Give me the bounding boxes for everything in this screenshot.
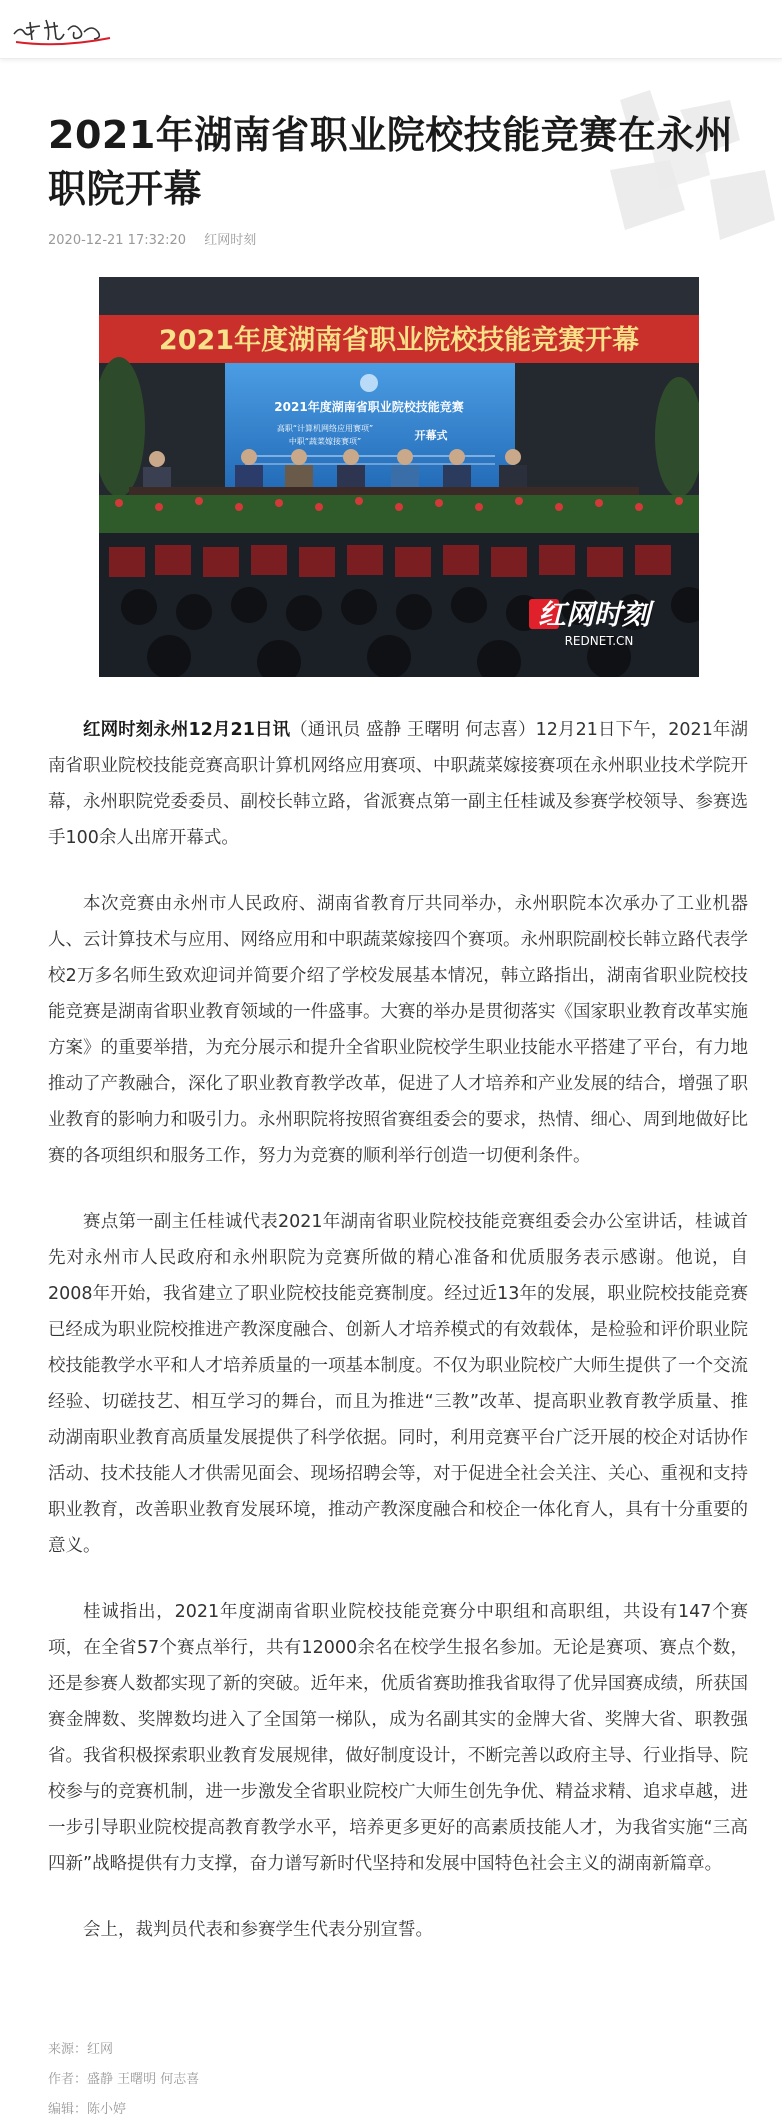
dateline: 红网时刻永州12月21日讯 xyxy=(83,720,291,740)
top-header-bar xyxy=(0,0,782,59)
paragraph-3: 赛点第一副主任桂诚代表2021年湖南省职业院校技能竞赛组委会办公室讲话，桂诚首先对永州市人民政府和永州职院为竞赛所做的精心准备和优质服务表示感谢。他说，自2008年开始，我省建立了职业院校技能竞赛制度。经过近13年的发展，职业院校技能竞赛已经成为职业院校推进产教深度融合、创新人才培养模式的有效载体，是检验和评价职业院校技能教学水平和人才培养质量的一项基本制度。不仅为职业院校广大师生提供了一个交流经验、切磋技艺、相互学习的舞台，而且为推进“三教”改革、提高职业教育教学质量、推动湖南职业教育高质量发展提供了科学依据。同时，利用竞赛平台广泛开展的校企对话协作活动、技术技能人才供需见面会、现场招聘会等，对于促进全社会关注、关心、重视和支持职业教育，改善职业教育发展环境，推动产教深度融合和校企一体化育人，具有十分重要的意义。 xyxy=(48,1212,748,1556)
site-logo-icon[interactable] xyxy=(10,12,120,48)
article-meta xyxy=(48,229,270,248)
paragraph-2: 本次竞赛由永州市人民政府、湖南省教育厅共同举办，永州职院本次承办了工业机器人、云计算技术与应用、网络应用和中职蔬菜嫁接四个赛项。永州职院副校长韩立路代表学校2万多名师生致欢迎词并简要介绍了学校发展基本情况，韩立路指出，湖南省职业院校技能竞赛是湖南省职业教育领域的一件盛事。大赛的举办是贯彻落实《国家职业教育改革实施方案》的重要举措，为充分展示和提升全省职业院校学生职业技能水平搭建了平台，有力地推动了产教融合，深化了职业教育教学改革，促进了人才培养和产业发展的结合，增强了职业教育的影响力和吸引力。永州职院将按照省赛组委会的要求，热情、细心、周到地做好比赛的各项组织和服务工作，努力为竞赛的顺利举行创造一切便利条件。 xyxy=(48,894,748,1166)
conference-photo-illustration xyxy=(99,277,699,677)
screen-title: 2021年度湖南省职业院校技能竞赛 xyxy=(274,400,464,414)
article-body xyxy=(48,712,748,1948)
credit-editor: 编辑：陈小婷 xyxy=(48,2102,127,2117)
credit-author: 作者：盛静 王曙明 何志喜 xyxy=(48,2072,200,2087)
paragraph-1-text: （通讯员 盛静 王曙明 何志喜）12月21日下午，2021年湖南省职业院校技能竞赛高职计算机网络应用赛项、中职蔬菜嫁接赛项在永州职业技术学院开幕，永州职院党委委员、副校长韩立路，省派赛点第一副主任桂诚及参赛学校领导、参赛选手100余人出席开幕式。 xyxy=(48,720,748,848)
publish-datetime: 2020-12-21 17:32:20 xyxy=(48,233,187,248)
photo-watermark-brand: 红网时刻 xyxy=(537,598,651,631)
article-photo xyxy=(99,277,699,677)
screen-line-2: 中职“蔬菜嫁接赛项” xyxy=(288,437,362,446)
banner-text: 2021年度湖南省职业院校技能竞赛开幕 xyxy=(158,325,640,356)
article-title: 2021年湖南省职业院校技能竞赛在永州职院开幕 xyxy=(48,113,734,211)
paragraph-5: 会上，裁判员代表和参赛学生代表分别宣誓。 xyxy=(83,1920,433,1940)
article-credits xyxy=(48,2035,748,2125)
screen-ceremony: 开幕式 xyxy=(414,429,448,442)
credit-source: 来源：红网 xyxy=(48,2042,114,2057)
photo-watermark-url: REDNET.CN xyxy=(564,634,634,648)
screen-line-1: 高职“计算机网络应用赛项” xyxy=(276,424,374,433)
source-channel: 红网时刻 xyxy=(204,233,257,248)
paragraph-1 xyxy=(48,712,748,856)
paragraph-4: 桂诚指出，2021年度湖南省职业院校技能竞赛分中职组和高职组，共设有147个赛项，在全省57个赛点举行，共有12000余名在校学生报名参加。无论是赛项、赛点个数，还是参赛人数都实现了新的突破。近年来，优质省赛助推我省取得了优异国赛成绩，所获国赛金牌数、奖牌数均进入了全国第一梯队，成为名副其实的金牌大省、奖牌大省、职教强省。我省积极探索职业教育发展规律，做好制度设计，不断完善以政府主导、行业指导、院校参与的竞赛机制，进一步激发全省职业院校广大师生创先争优、精益求精、追求卓越，进一步引导职业院校提高教育教学水平，培养更多更好的高素质技能人才，为我省实施“三高四新”战略提供有力支撑，奋力谱写新时代坚持和发展中国特色社会主义的湖南新篇章。 xyxy=(48,1602,748,1874)
